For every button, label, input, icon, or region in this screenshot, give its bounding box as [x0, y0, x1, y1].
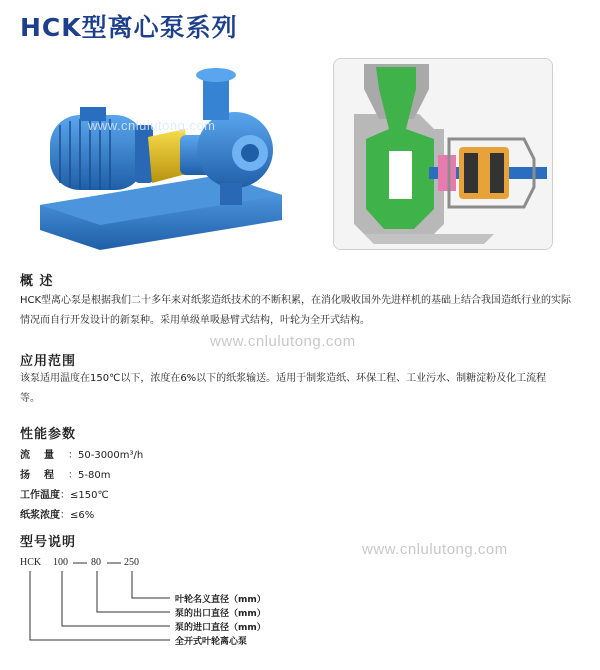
watermark-text-2: www.cnlulutong.com — [362, 541, 508, 558]
param-flow-value: ：50-3000m³/h — [68, 450, 144, 461]
image-watermark: www.cnlulutong.com — [88, 118, 216, 133]
param-temperature — [20, 486, 109, 501]
pump-section-diagram — [333, 58, 553, 250]
pump-photo — [20, 55, 290, 255]
legend-outlet: 泵的出口直径（mm） — [175, 609, 266, 619]
watermark-text: www.cnlulutong.com — [210, 333, 356, 350]
legend-inlet: 泵的进口直径（mm） — [175, 623, 266, 633]
param-head-label: 扬程 — [20, 470, 68, 481]
page-title: HCK型离心泵系列 — [20, 13, 238, 42]
param-head-value: ：5-80m — [68, 470, 111, 481]
model-heading: 型号说明 — [20, 535, 77, 550]
overview-text: HCK型离心泵是根据我们二十多年来对纸浆造纸技术的不断积累，在消化吸收国外先进样机的基础上结合我国造纸行业的实际情况而自行开发设计的新泵种。采用单级单吸悬臂式结构，叶轮为全开式结构。 — [20, 295, 572, 326]
legend-impeller: 叶轮名义直径（mm） — [175, 595, 266, 605]
application-text: 该泵适用温度在150℃以下，浓度在6%以下的纸浆输送。适用于制浆造纸、环保工程、工业污水、制糖淀粉及化工流程等。 — [20, 373, 547, 404]
performance-heading: 性能参数 — [20, 427, 77, 442]
model-code-impeller: 250 — [124, 557, 139, 568]
param-temperature-value: ：≤150℃ — [60, 490, 109, 501]
param-head — [20, 466, 110, 481]
param-consistency — [20, 506, 94, 521]
model-code-inlet: 100 — [53, 557, 68, 568]
param-consistency-value: ：≤6% — [60, 510, 95, 521]
overview-heading: 概 述 — [20, 274, 54, 289]
model-code-outlet: 80 — [91, 557, 101, 568]
application-heading: 应用范围 — [20, 354, 77, 369]
param-flow-label: 流量 — [20, 450, 68, 461]
legend-type: 全开式叶轮离心泵 — [175, 637, 248, 647]
param-flow — [20, 446, 143, 461]
model-code-hck: HCK — [20, 557, 42, 568]
param-consistency-label: 纸浆浓度 — [20, 510, 60, 521]
param-temperature-label: 工作温度 — [20, 490, 60, 501]
